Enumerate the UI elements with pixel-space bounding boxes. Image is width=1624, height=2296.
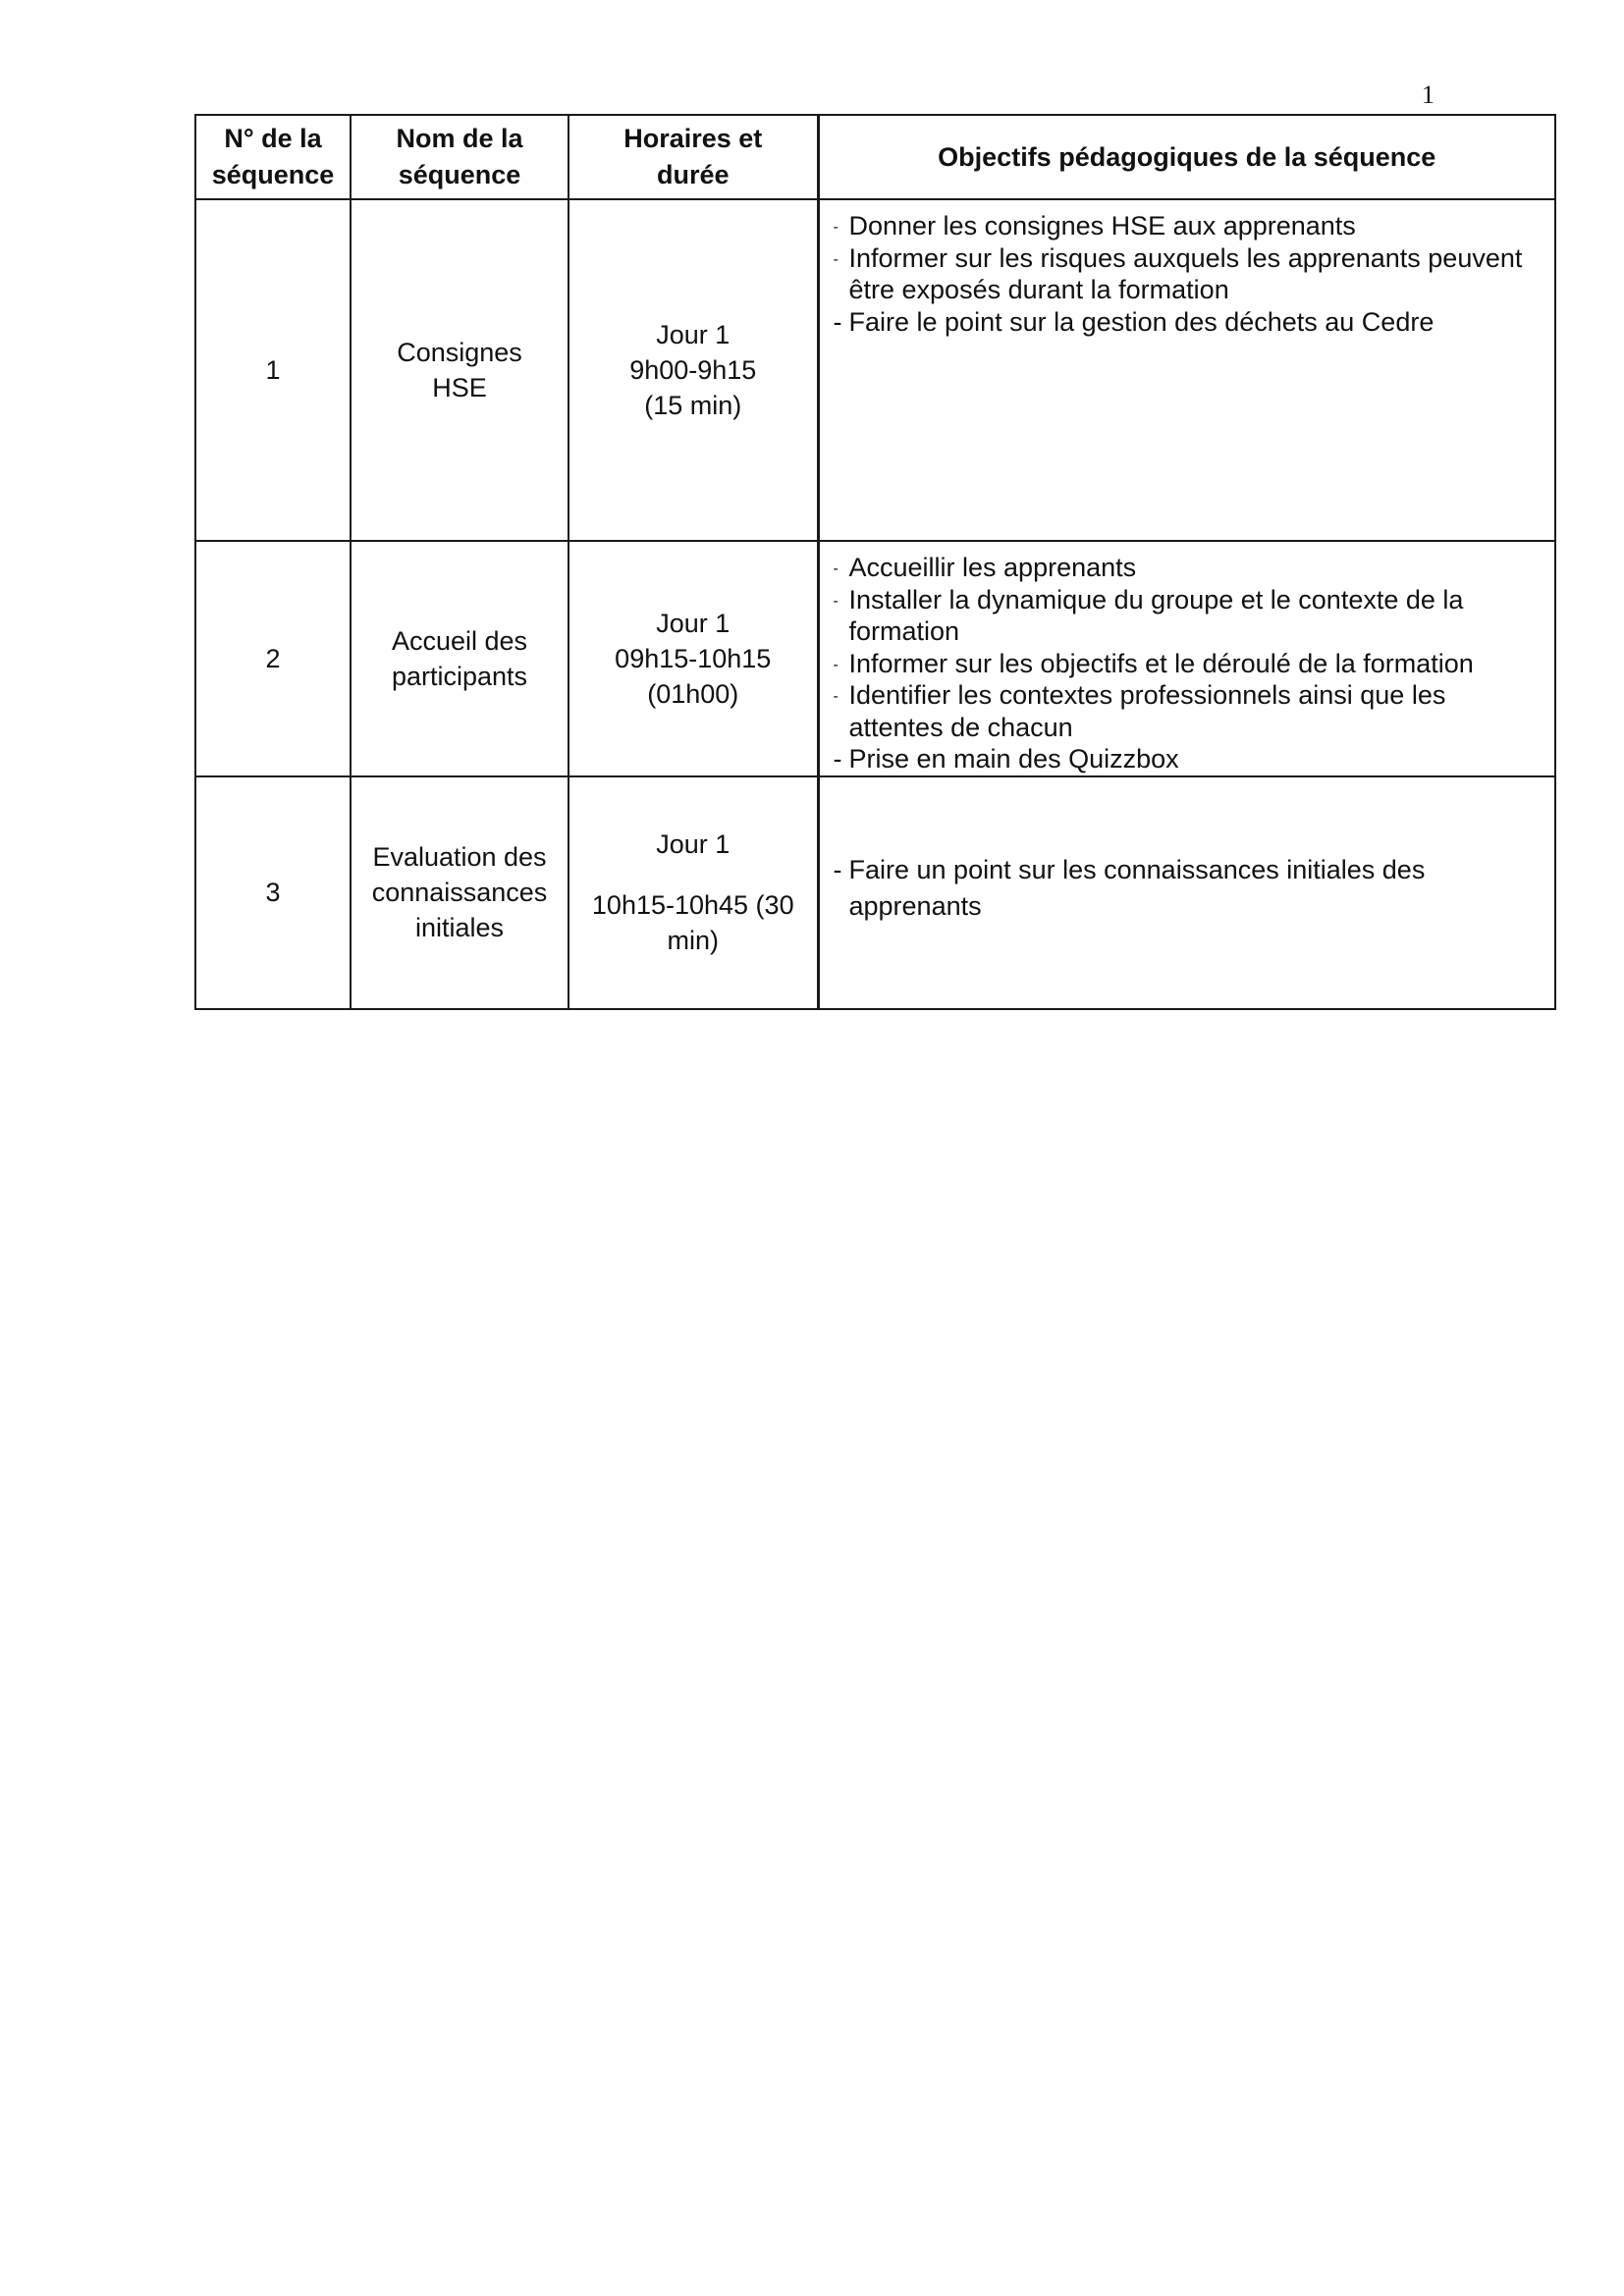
list-item: - Faire un point sur les connaissances initiales des apprenants (834, 852, 1545, 925)
header-schedule-duration: Horaires et durée (568, 115, 818, 199)
sequence-name-cell: Consignes HSE (351, 199, 568, 541)
spacer (569, 862, 817, 887)
objectives-cell (818, 776, 1555, 1009)
schedule-cell: Jour 1 9h00-9h15 (15 min) (568, 199, 818, 541)
sequence-name-cell: Evaluation des connaissances initiales (351, 776, 568, 1009)
objectives-list (820, 200, 1555, 338)
sequence-table (194, 114, 1556, 1010)
header-sequence-number: N° de la séquence (195, 115, 351, 199)
list-item: - Prise en main des Quizzbox (834, 743, 1545, 775)
header-objectives: Objectifs pédagogiques de la séquence (818, 115, 1555, 199)
list-item: ‐ Donner les consignes HSE aux apprenants (834, 210, 1545, 242)
schedule-cell: Jour 1 10h15-10h45 (30 min) (568, 776, 818, 1009)
list-item: - Faire le point sur la gestion des déchets au Cedre (834, 306, 1545, 339)
objectives-list (820, 777, 1555, 925)
objectives-cell (818, 199, 1555, 541)
table-row (195, 199, 1555, 541)
table-row (195, 541, 1555, 776)
header-sequence-name: Nom de la séquence (351, 115, 568, 199)
table-header-row (195, 115, 1555, 199)
page-number: 1 (1422, 80, 1435, 109)
objectives-list (820, 542, 1555, 775)
list-item: ‐ Informer sur les risques auxquels les apprenants peuvent être exposés durant la formation (834, 242, 1545, 306)
sequence-number-cell: 2 (195, 541, 351, 776)
list-item: ‐ Installer la dynamique du groupe et le contexte de la formation (834, 584, 1545, 648)
list-item: ‐ Informer sur les objectifs et le déroulé de la formation (834, 648, 1545, 680)
sequence-number-cell: 3 (195, 776, 351, 1009)
objectives-cell (818, 541, 1555, 776)
list-item: ‐ Accueillir les apprenants (834, 552, 1545, 584)
table-row (195, 776, 1555, 1009)
list-item: ‐ Identifier les contextes professionnels ainsi que les attentes de chacun (834, 679, 1545, 743)
sequence-number-cell: 1 (195, 199, 351, 541)
schedule-cell: Jour 1 09h15-10h15 (01h00) (568, 541, 818, 776)
sequence-name-cell: Accueil des participants (351, 541, 568, 776)
